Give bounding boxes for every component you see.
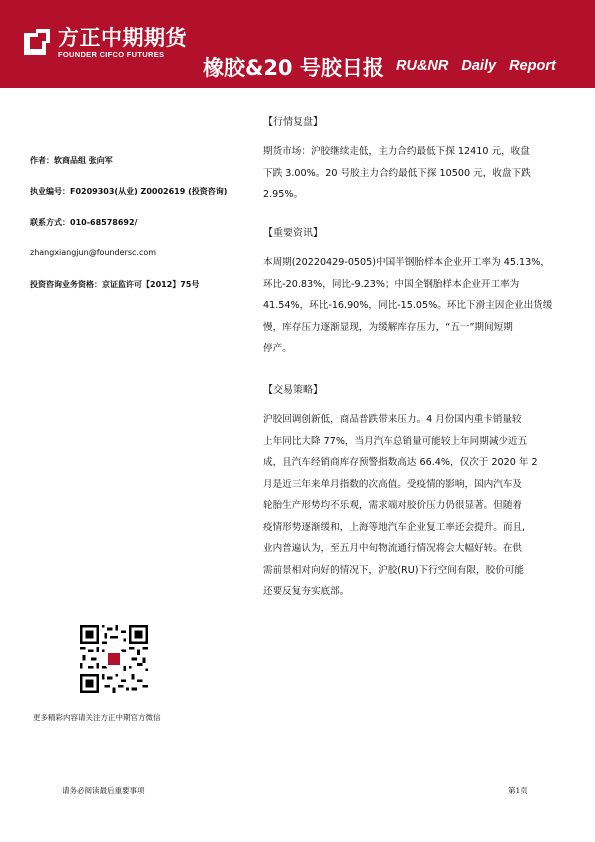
news-line: 慢，库存压力逐渐显现，为缓解库存压力，“五一”期间短期 <box>263 321 513 333</box>
strategy-body <box>263 409 573 603</box>
news-body <box>263 252 573 360</box>
brand-name-cn: 方正中期期货 <box>58 26 187 50</box>
market-review-line: 期货市场：沪胶继续走低，主力合约最低下探 12410 元，收盘 <box>263 146 530 157</box>
market-review-body <box>263 141 573 206</box>
section-title-news: 【重要资讯】 <box>263 228 323 239</box>
strategy-line: 业内普遍认为，至五月中旬物流通行情况将会大幅好转。在供 <box>263 543 523 554</box>
author-line: 作者：软商品组 张向军 <box>30 156 113 165</box>
qr-caption: 更多精彩内容请关注方正中期官方微信 <box>33 713 161 722</box>
strategy-line: 月是近三年来单月指数的次高值。受疫情的影响，国内汽车及 <box>263 478 523 490</box>
market-review-line: 下跌 3.00%。20 号胶主力合约最低下探 10500 元，收盘下跌 <box>263 167 531 179</box>
page-number: 第1页 <box>508 786 528 795</box>
license-line: 执业编号：F0209303(从业) Z0002619 (投资咨询) <box>30 187 228 196</box>
wechat-qr-code <box>80 625 148 693</box>
contact-line: 联系方式：010-68578692/ <box>30 218 138 227</box>
strategy-line: 还要反复夯实底部。 <box>263 586 350 597</box>
news-line: 本周期(20220429-0505)中国半钢胎样本企业开工率为 45.13%， <box>263 257 550 268</box>
header-banner <box>0 0 595 88</box>
section-title-strategy: 【交易策略】 <box>263 385 323 396</box>
section-title-market-review: 【行情复盘】 <box>263 117 323 128</box>
news-line: 停产。 <box>263 343 292 354</box>
strategy-line: 上年同比大降 77%，当月汽车总销量可能较上年同期减少近五 <box>263 435 528 447</box>
strategy-line: 成，且汽车经销商库存预警指数高达 66.4%，仅次于 2020 年 2 <box>263 457 538 468</box>
report-title-en: RU&NR Daily Report <box>396 58 556 74</box>
news-line: 41.54%，环比-16.90%，同比-15.05%。环比下滑主因企业出货缓 <box>263 300 553 311</box>
market-review-line: 2.95%。 <box>263 189 304 200</box>
news-line: 环比-20.83%，同比-9.23%；中国全钢胎样本企业开工率为 <box>263 278 520 290</box>
email-link[interactable]: zhangxiangjun@foundersc.com <box>30 248 157 257</box>
founder-logo-icon <box>22 27 52 57</box>
strategy-line: 疫情形势逐渐缓和，上海等地汽车企业复工率还会提升。而且, <box>263 521 526 533</box>
report-title-cn: 橡胶&20 号胶日报 <box>203 56 384 80</box>
qualification-line: 投资咨询业务资格：京证监许可【2012】75号 <box>30 280 200 289</box>
brand-name-en: FOUNDER CIFCO FUTURES <box>58 50 165 59</box>
strategy-line: 沪胶回调创新低，商品普跌带来压力。4 月份国内重卡销量较 <box>263 414 522 425</box>
strategy-line: 轮胎生产形势均不乐观，需求端对胶价压力仍很显著。但随着 <box>263 500 523 511</box>
footer-notice: 请务必阅读最后重要事项 <box>62 786 145 795</box>
strategy-line: 需前景相对向好的情况下，沪胶(RU)下行空间有限，胶价可能 <box>263 564 525 576</box>
